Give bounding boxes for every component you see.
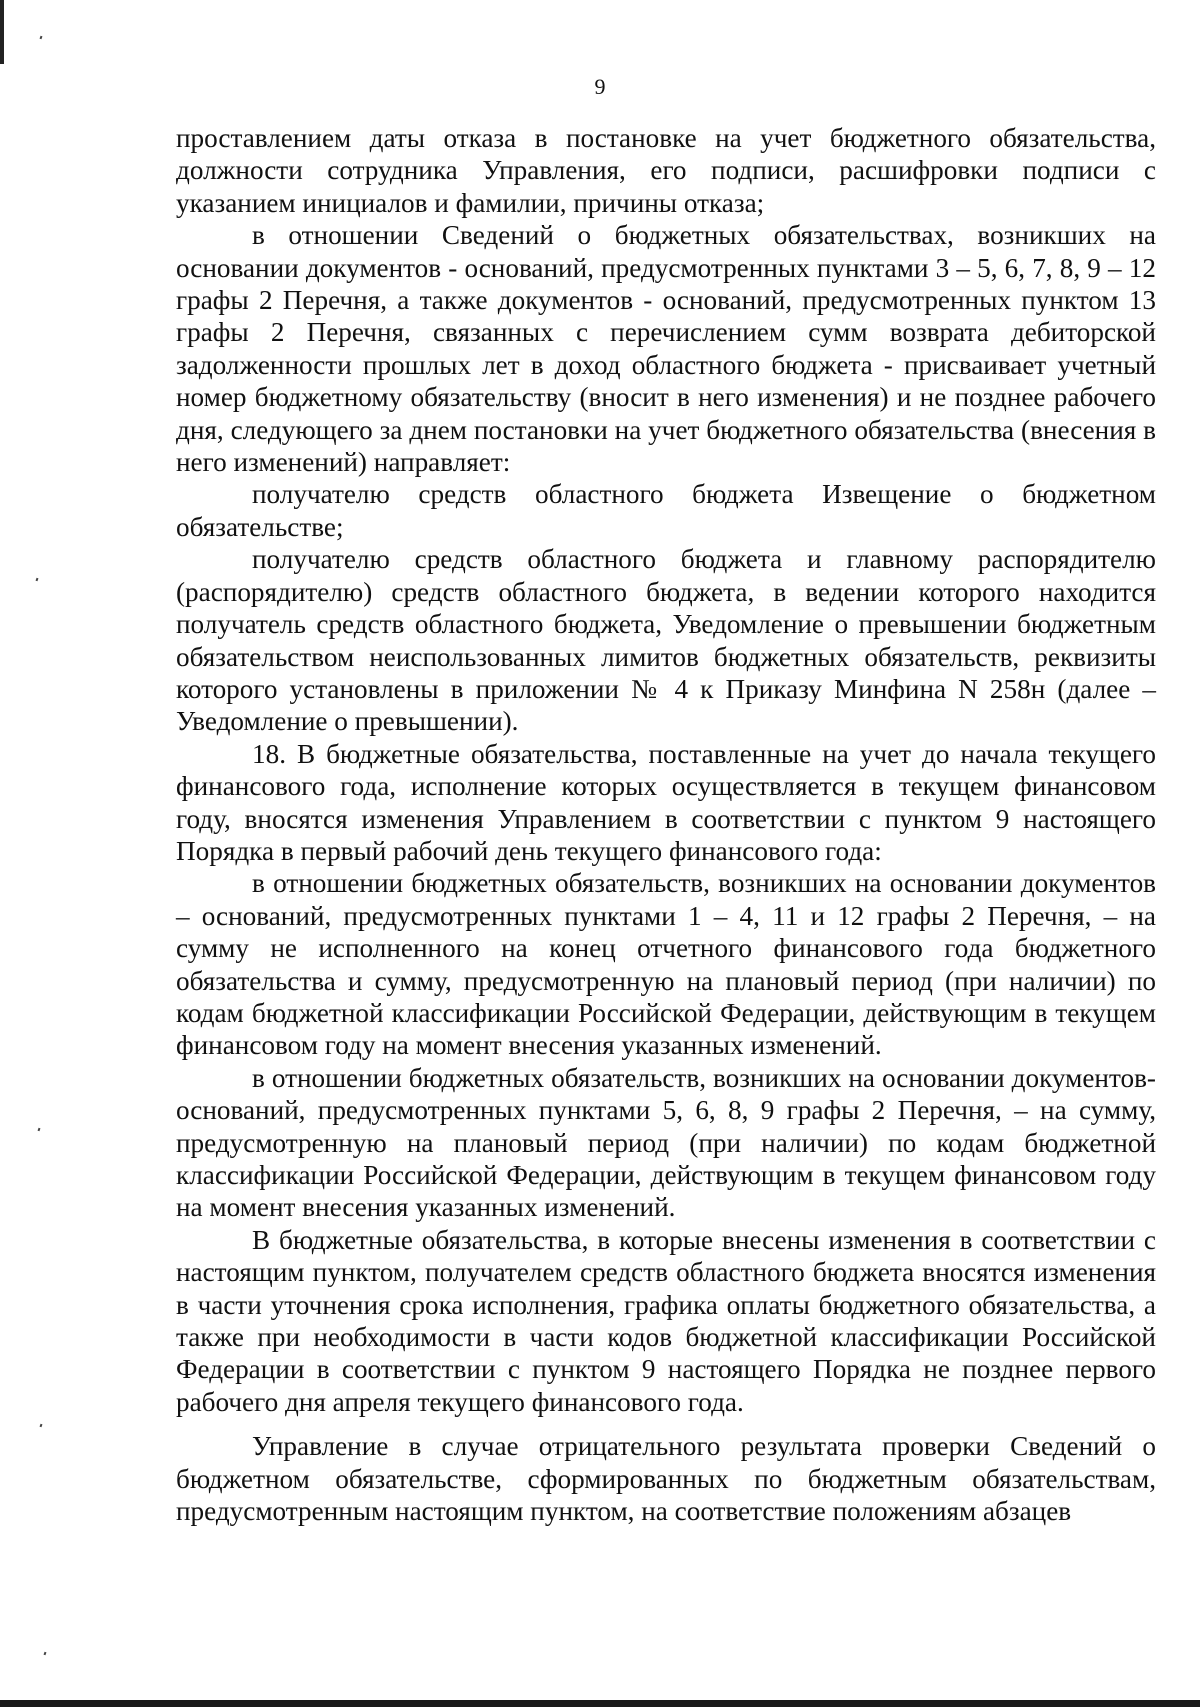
scan-speck [44, 1652, 47, 1656]
scan-speck [40, 36, 43, 40]
scan-speck [36, 578, 39, 582]
paragraph: 18. В бюджетные обязательства, поставленные на учет до начала текущего финансового года, исполнение которых осуществляется в текущем финансовом году, вносятся изменения Управлением в соответствии с пунктом 9 настоящего Порядка в первый рабочий день текущего финансового года: [176, 738, 1156, 866]
paragraph: в отношении бюджетных обязательств, возникших на основании документов – оснований, предусмотренных пунктами 1 – 4, 11 и 12 графы 2 Перечня, – на сумму не исполненного на конец отчетного финансового года бюджетного обязательства и сумму, предусмотренную на плановый период (при наличии) по кодам бюджетной классификации Российской Федерации, действующим в текущем финансовом году на момент внесения указанных изменений. [176, 868, 1156, 1061]
scan-speck [38, 1128, 41, 1132]
paragraph: в отношении Сведений о бюджетных обязательствах, возникших на основании документов - оснований, предусмотренных пунктами 3 – 5, 6, 7, 8, 9 – 12 графы 2 Перечня, а также документов - оснований, предусмотренных пунктом 13 графы 2 Перечня, связанных с перечислением сумм возврата дебиторской задолженности прошлых лет в доход областного бюджета - присваивает учетный номер бюджетному обязательству (вносит в него изменения) и не позднее рабочего дня, следующего за днем постановки на учет бюджетного обязательства (внесения в него изменений) направляет: [176, 220, 1156, 478]
document-body [176, 122, 1156, 1527]
scan-edge-bottom [0, 1700, 1200, 1707]
scan-speck [40, 1424, 43, 1428]
page-number: 9 [594, 74, 606, 99]
paragraph: В бюджетные обязательства, в которые внесены изменения в соответствии с настоящим пунктом, получателем средств областного бюджета вносятся изменения в части уточнения срока исполнения, графика оплаты бюджетного обязательства, а также при необходимости в части кодов бюджетной классификации Российской Федерации в соответствии с пунктом 9 настоящего Порядка не позднее первого рабочего дня апреля текущего финансового года. [176, 1224, 1156, 1417]
paragraph: получателю средств областного бюджета Извещение о бюджетном обязательстве; [176, 479, 1156, 542]
scan-edge-left [0, 0, 4, 64]
paragraph: проставлением даты отказа в постановке на учет бюджетного обязательства, должности сотрудника Управления, его подписи, расшифровки подписи с указанием инициалов и фамилии, причины отказа; [176, 123, 1156, 218]
paragraph: Управление в случае отрицательного результата проверки Сведений о бюджетном обязательстве, сформированных по бюджетным обязательствам, предусмотренным настоящим пунктом, на соответствие положениям абзацев [176, 1431, 1156, 1527]
paragraph: получателю средств областного бюджета и главному распорядителю (распорядителю) средств областного бюджета, в ведении которого находится получатель средств областного бюджета, Уведомление о превышении бюджетным обязательством неиспользованных лимитов бюджетных обязательств, реквизиты которого установлены в приложении № 4 к Приказу Минфина N 258н (далее – Уведомление о превышении). [176, 544, 1156, 737]
paragraph: в отношении бюджетных обязательств, возникших на основании документов-оснований, предусмотренных пунктами 5, 6, 8, 9 графы 2 Перечня, – на сумму, предусмотренную на плановый период (при наличии) по кодам бюджетной классификации Российской Федерации, действующим в текущем финансовом году на момент внесения указанных изменений. [176, 1062, 1156, 1223]
